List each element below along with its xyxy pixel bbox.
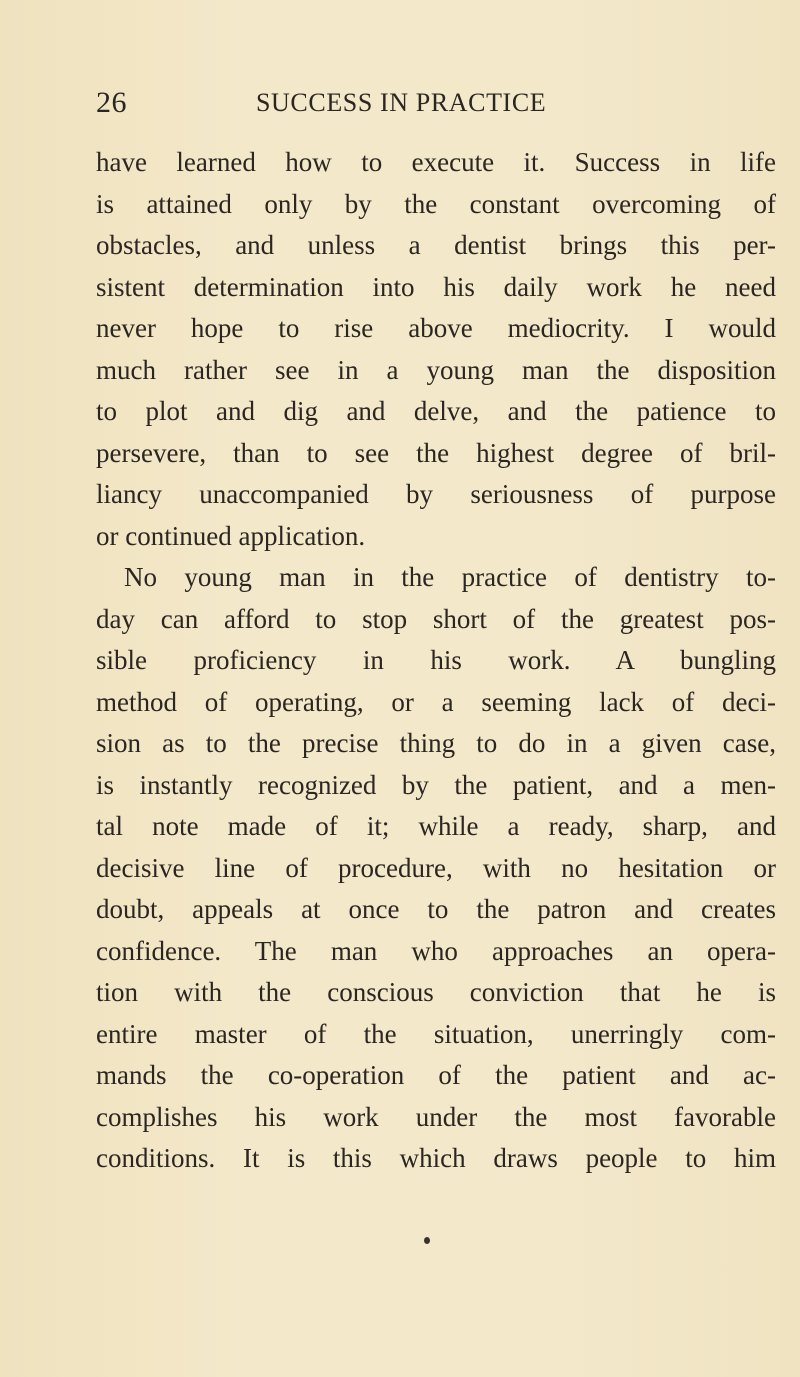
text-line: much rather see in a young man the disposition <box>96 354 776 385</box>
text-line: to plot and dig and delve, and the patience to <box>96 396 776 426</box>
text-line: No young man in the practice of dentistry to- <box>124 562 776 592</box>
text-line: persevere, than to see the highest degree of bril- <box>96 437 776 468</box>
text-line: is attained only by the constant overcoming of <box>96 188 776 219</box>
body-text <box>96 142 776 1180</box>
text-line: sible proficiency in his work. A bungling <box>96 645 776 675</box>
ink-speck <box>424 1237 430 1244</box>
text-line: obstacles, and unless a dentist brings this per- <box>96 230 776 260</box>
text-line: entire master of the situation, unerringly com- <box>96 1018 776 1049</box>
text-line: or continued application. <box>96 520 366 551</box>
text-line: have learned how to execute it. Success in life <box>96 147 776 177</box>
text-line: complishes his work under the most favorable <box>96 1101 776 1132</box>
text-line: tal note made of it; while a ready, sharp, and <box>96 811 776 841</box>
text-line: method of operating, or a seeming lack of deci- <box>96 686 776 717</box>
text-line: sion as to the precise thing to do in a given case, <box>96 728 776 758</box>
text-line: is instantly recognized by the patient, and a men- <box>96 769 776 800</box>
running-title: SUCCESS IN PRACTICE <box>256 88 547 117</box>
text-line: tion with the conscious conviction that he is <box>96 977 776 1007</box>
text-line: day can afford to stop short of the greatest pos- <box>96 603 776 634</box>
text-line: liancy unaccompanied by seriousness of purpose <box>96 479 776 509</box>
page-number: 26 <box>96 86 127 119</box>
running-header <box>96 86 772 126</box>
text-line: conditions. It is this which draws people to him <box>96 1143 776 1173</box>
text-line: doubt, appeals at once to the patron and creates <box>96 894 776 924</box>
text-line: mands the co-operation of the patient and ac- <box>96 1060 776 1090</box>
text-line: decisive line of procedure, with no hesitation or <box>96 852 776 883</box>
text-line: never hope to rise above mediocrity. I would <box>96 313 776 343</box>
text-line: confidence. The man who approaches an opera- <box>96 935 776 966</box>
text-line: sistent determination into his daily work he need <box>96 271 776 302</box>
